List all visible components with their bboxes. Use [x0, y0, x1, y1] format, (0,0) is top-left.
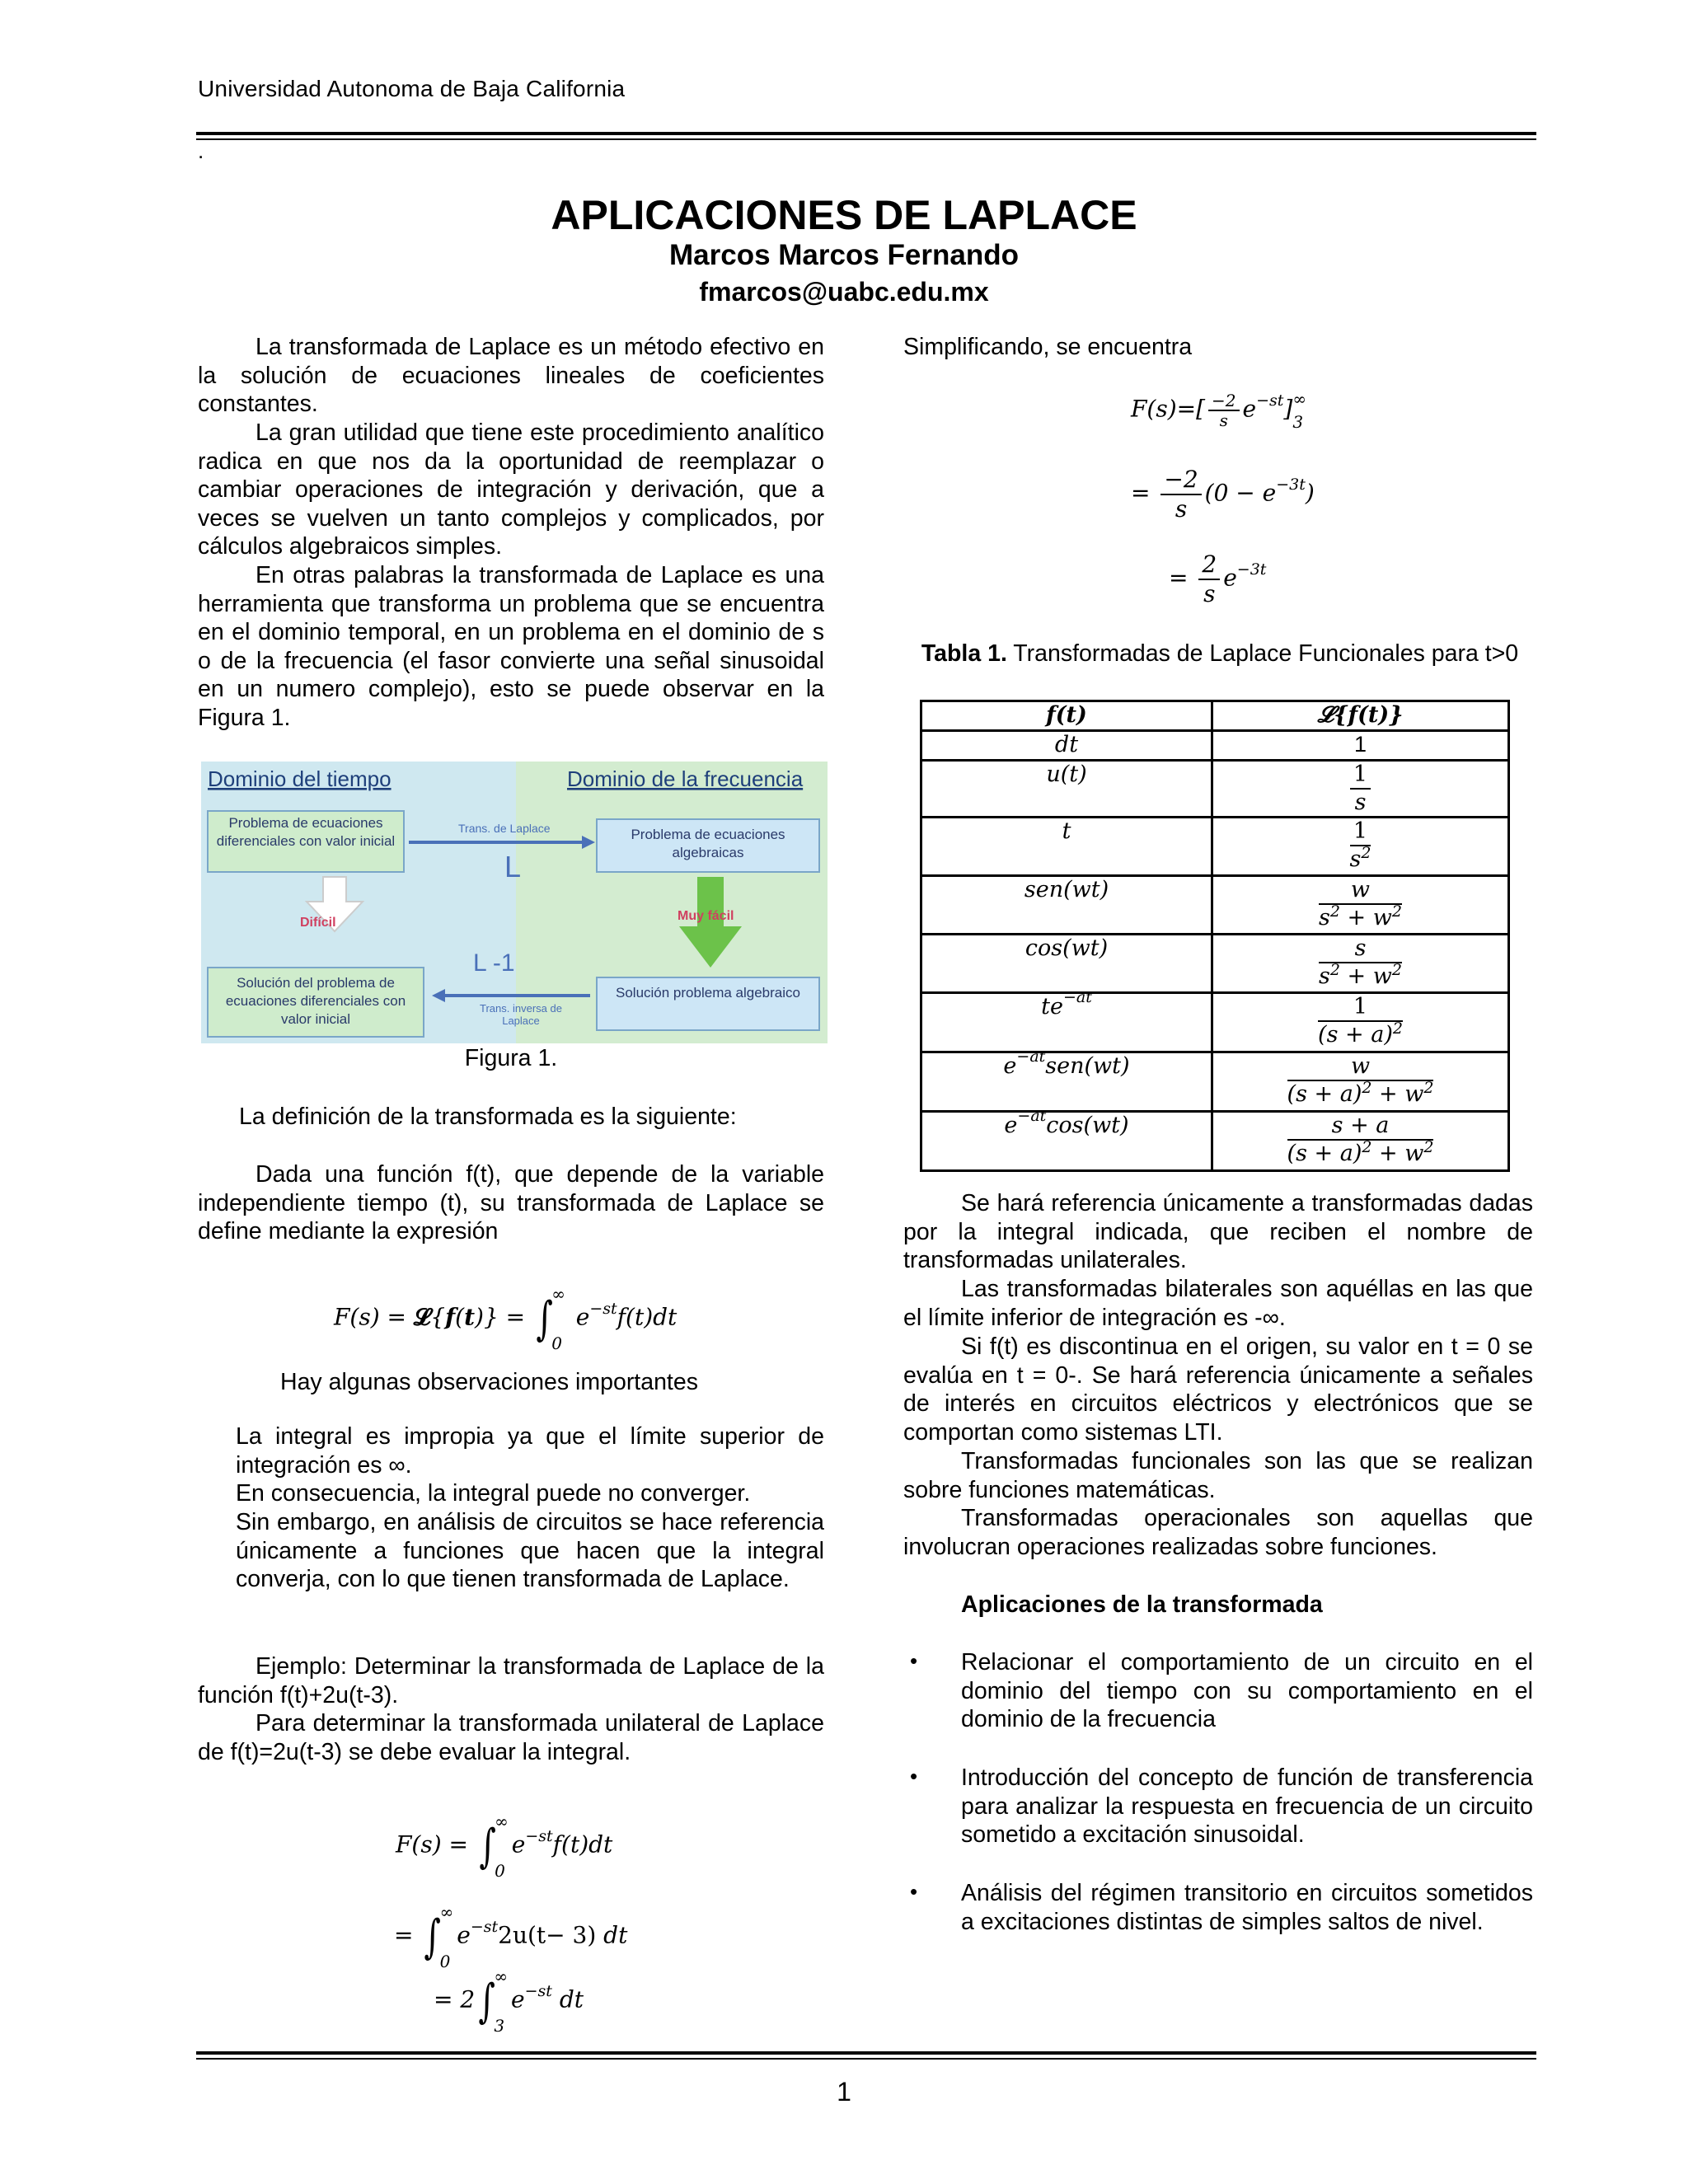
figure-box-algebraic-problem-text: Problema de ecuaciones algebraicas [631, 827, 785, 860]
equation-laplace-definition: F(s) = 𝓛{f(t)} = ∫ ∞ 0 $e^{-st}f(t)dt$ [334, 1284, 678, 1353]
application-item-2: Introducción del concepto de función de transferencia para analizar la respuesta en frecuencia de un circuito sometido a excitación sinusoidal. [961, 1765, 1533, 1848]
figure-time-domain-label: Dominio del tiempo [208, 766, 392, 791]
figure-box-algebraic-solution-text: Solución problema algebraico [616, 985, 800, 1001]
figure-box-diff-problem-text: Problema de ecuaciones diferenciales con valor inicial [216, 815, 396, 849]
header-rule-thin [196, 138, 1536, 140]
observation-2: En consecuencia, la integral puede no converger. [236, 1480, 751, 1507]
definition-text: Dada una función f(t), que depende de la variable independiente tiempo (t), su transformada de Laplace se define mediante la expresión [198, 1161, 824, 1244]
equation-simplify-3: = $\frac{2}{s}$ $e^{-3t}$ [1169, 551, 1267, 607]
bullet-icon: • [910, 1879, 918, 1904]
equation-simplify-1: F(s)=[ $\frac{-2}{s}$ $e^{-st}$] ∞ 3 [1131, 389, 1307, 432]
application-item-3: Análisis del régimen transitorio en circuitos sometidos a excitaciones distintas de simples saltos de nivel. [961, 1880, 1533, 1935]
table-header-row [921, 701, 1509, 731]
intro-paragraph-3: En otras palabras la transformada de Laplace es una herramienta que transforma un problema que se encuentra en el dominio temporal, en un problema en el dominio de s o de la frecuencia (el fasor convierte una señal sinusoidal en un numero complejo), esto se puede observar en la Figura 1. [198, 562, 824, 731]
observation-1: La integral es impropia ya que el límite superior de integración es ∞. [236, 1423, 824, 1479]
figure-freq-domain-label: Dominio de la frecuencia [567, 766, 804, 791]
figure-laplace-domains [201, 762, 828, 1043]
header-rule-thick [196, 132, 1536, 135]
example-procedure: Para determinar la transformada unilateral de Laplace de f(t)=2u(t-3) se debe evaluar la integral. [198, 1710, 824, 1765]
table-header-Lft: 𝓛{f(t)} [1212, 701, 1509, 731]
figure-L-symbol: L [504, 850, 522, 883]
bullet-icon: • [910, 1648, 918, 1673]
figure-muy-facil-label: Muy fácil [678, 909, 734, 923]
footer-rule-thin [196, 2058, 1536, 2060]
right-paragraph-2: Las transformadas bilaterales son aquéllas en las que el límite inferior de integración es -∞. [903, 1276, 1533, 1331]
right-paragraph-4: Transformadas funcionales son las que se realizan sobre funciones matemáticas. [903, 1448, 1533, 1503]
table-header-ft: f(t) [921, 701, 1212, 731]
table-1-caption-label: Tabla 1. [921, 640, 1007, 667]
applications-heading: Aplicaciones de la transformada [961, 1591, 1323, 1618]
figure-diagram [201, 762, 828, 1043]
application-item-1: Relacionar el comportamiento de un circuito en el dominio del tiempo con su comportamiento en el dominio de la frecuencia [961, 1649, 1533, 1732]
intro-paragraph-2: La gran utilidad que tiene este procedimiento analítico radica en que nos da la oportunidad de reemplazar o cambiar operaciones de integración y derivación, que a veces se vuelven un tanto complejos y complicados, por cálculos algebraicos simples. [198, 419, 824, 560]
right-paragraph-3: Si f(t) es discontinua en el origen, su valor en t = 0 se evalúa en t = 0-. Se hará referencia únicamente a señales de interés en circuitos eléctricos y electrónicos que se comportan como sistemas LTI. [903, 1333, 1533, 1446]
definition-intro: La definición de la transformada es la siguiente: [239, 1104, 737, 1130]
paper-title: APLICACIONES DE LAPLACE [551, 192, 1137, 238]
table-row: cos(wt) $\frac{s}{s^2 + w^2}$ [921, 935, 1509, 993]
laplace-transform-table [920, 700, 1510, 1172]
page-header-institution: Universidad Autonoma de Baja California [198, 76, 626, 101]
figure-1-caption: Figura 1. [464, 1045, 558, 1071]
observation-3: Sin embargo, en análisis de circuitos se hace referencia únicamente a funciones que hacen que la integral converja, con lo que tienen transformada de Laplace. [236, 1509, 824, 1592]
bullet-icon: • [910, 1764, 918, 1788]
equation-example-step-1: F(s) = ∫ ∞ 0 $e^{-st}f(t)dt$ [396, 1811, 613, 1881]
figure-dificil-label: Difícil [300, 916, 336, 930]
table-row: $te^{-at}$ $\frac{1}{(s + a)^2}$ [921, 993, 1509, 1052]
figure-Linv-symbol: L -1 [473, 949, 515, 977]
table-1-caption-text: Transformadas de Laplace Funcionales para t>0 [1013, 640, 1519, 667]
author-email: fmarcos@uabc.edu.mx [699, 277, 989, 307]
equation-simplify-2: = $\frac{-2}{s}$ $(0 - e^{-3t})$ [1131, 466, 1315, 523]
table-1-caption [907, 640, 1533, 668]
table-row: dt 1 [921, 731, 1509, 761]
header-dot: . [198, 138, 204, 163]
equation-example-step-2: = ∫ ∞ 0 $e^{-st}2u(t- 3)$ dt [394, 1902, 628, 1971]
table-row: $e^{-at}\cos(wt)$ $\frac{s + a}{(s + a)^2 + w^2}$ [921, 1112, 1509, 1171]
right-paragraph-1: Se hará referencia únicamente a transformadas dadas por la integral indicada, que reciben el nombre de transformadas unilaterales. [903, 1190, 1533, 1273]
footer-rule-thick [196, 2051, 1536, 2055]
table-row: u(t) $\frac{1}{s}$ [921, 761, 1509, 818]
figure-arrow-inverse-label: Trans. inversa de Laplace [480, 1002, 562, 1027]
right-paragraph-5: Transformadas operacionales son aquellas que involucran operaciones realizadas sobre funciones. [903, 1505, 1533, 1560]
equation-example-step-3: = 2∫ ∞ 3 $e^{-st}$ dt [434, 1966, 584, 2036]
figure-box-diff-solution-text: Solución del problema de ecuaciones diferenciales con valor inicial [225, 975, 406, 1027]
table-row: t $\frac{1}{s^2}$ [921, 818, 1509, 876]
observations-intro: Hay algunas observaciones importantes [280, 1369, 698, 1395]
simplifying-text: Simplificando, se encuentra [903, 334, 1193, 360]
intro-paragraph-1: La transformada de Laplace es un método efectivo en la solución de ecuaciones lineales de coeficientes constantes. [198, 334, 824, 417]
table-row: $e^{-at}sen(wt)$ $\frac{w}{(s + a)^2 + w^2}$ [921, 1052, 1509, 1112]
example-statement: Ejemplo: Determinar la transformada de Laplace de la función f(t)+2u(t-3). [198, 1653, 824, 1708]
paper-author: Marcos Marcos Fernando [669, 239, 1019, 271]
table-row: sen(wt) $\frac{w}{s^2 + w^2}$ [921, 876, 1509, 935]
page-number: 1 [837, 2077, 851, 2107]
figure-arrow-forward-label: Trans. de Laplace [458, 822, 551, 835]
